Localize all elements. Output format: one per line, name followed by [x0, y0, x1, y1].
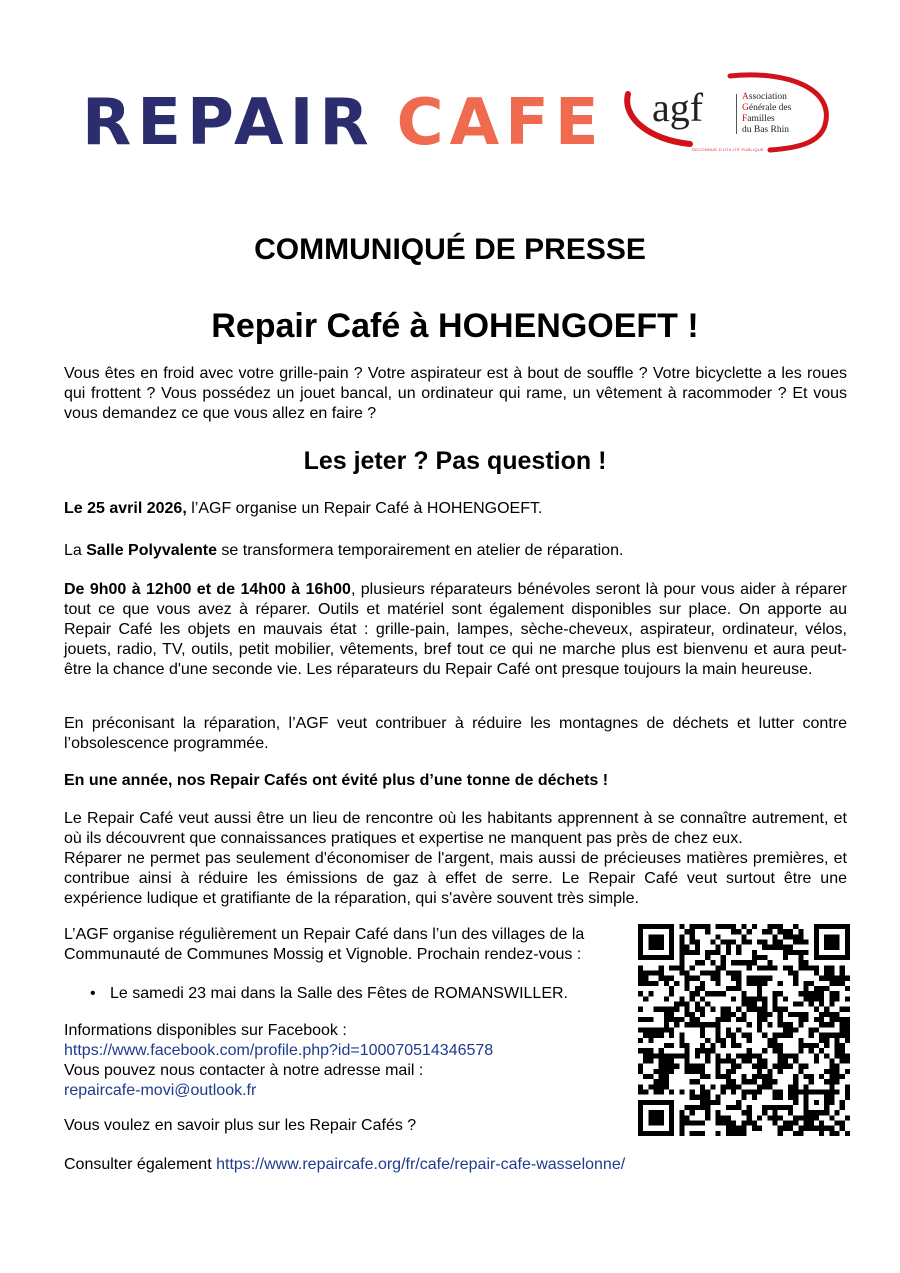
- date-line: Le 25 avril 2026, l’AGF organise un Repair Café à HOHENGOEFT.: [64, 500, 543, 517]
- subheadline: Les jeter ? Pas question !: [303, 447, 607, 475]
- agf-name-line: Générale des: [742, 103, 792, 113]
- agf-name-line: du Bas Rhin: [742, 125, 789, 135]
- more-question: Vous voulez en savoir plus sur les Repair Cafés ?: [64, 1117, 417, 1134]
- list-item: • Le samedi 23 mai dans la Salle des Fêtes de ROMANSWILLER.: [90, 985, 568, 1002]
- mail-label: Vous pouvez nous contacter à notre adresse mail :: [64, 1062, 424, 1079]
- agf-mark: agf: [652, 85, 704, 130]
- logo-word-repair: REPAIR: [82, 86, 375, 160]
- press-release-title: COMMUNIQUÉ DE PRESSE: [254, 233, 646, 266]
- venue-line: La Salle Polyvalente se transformera temporairement en atelier de réparation.: [64, 542, 624, 559]
- headline: Repair Café à HOHENGOEFT !: [211, 307, 699, 345]
- repair-cafe-logo: [82, 86, 605, 160]
- agf-full-name: [742, 92, 791, 136]
- hours-paragraph: De 9h00 à 12h00 et de 14h00 à 16h00, plusieurs réparateurs bénévoles seront là pour vous aider à réparer tout ce que vous avez à réparer. Outils et matériel sont également disponibles sur place. On apporte au Repair Café les objets en mauvais état : grille-pain, lampes, sèche-cheveux, aspirateur, ordinateur, vélos, jouets, radio, TV, outils, petit mobilier, vêtements, bref tout ce qui ne marche plus est bienvenu et aura peut-être la chance d'une seconde vie. Les réparateurs du Repair Café ont presque toujours la main heureuse.: [64, 581, 847, 678]
- bullet-icon: •: [90, 985, 96, 1002]
- intro-paragraph: Vous êtes en froid avec votre grille-pain ? Votre aspirateur est à bout de souffle ? Votre bicyclette a les roues qui frottent ? Vous possédez un jouet bancal, un ordinateur qui rame, un vêtement à racommoder ? Et vous vous demandez ce que vous allez en faire ?: [64, 365, 847, 422]
- repaircafe-link[interactable]: https://www.repaircafe.org/fr/cafe/repair-cafe-wasselonne/: [216, 1156, 626, 1173]
- repair-paragraph: En préconisant la réparation, l’AGF veut contribuer à réduire les montagnes de déchets et lutter contre l’obsolescence programmée.: [64, 715, 847, 752]
- agf-tagline: RECONNUE D'UTILITÉ PUBLIQUE: [692, 147, 764, 152]
- stat-line: En une année, nos Repair Cafés ont évité plus d’une tonne de déchets !: [64, 772, 609, 789]
- agf-logo: [620, 70, 835, 160]
- facebook-link[interactable]: https://www.facebook.com/profile.php?id=100070514346578: [64, 1042, 494, 1059]
- qr-code-icon: [638, 924, 850, 1136]
- consult-line: Consulter également https://www.repaircafe.org/fr/cafe/repair-cafe-wasselonne/: [64, 1156, 626, 1173]
- savings-paragraph: Réparer ne permet pas seulement d'économiser de l'argent, mais aussi de précieuses matières premières, et contribue ainsi à réduire les émissions de gaz à effet de serre. Le Repair Café veut surtout être une expérience ludique et gratifiante de la réparation, qui s'avère souvent très simple.: [64, 850, 847, 907]
- mail-link[interactable]: repaircafe-movi@outlook.fr: [64, 1082, 257, 1099]
- meeting-paragraph: Le Repair Café veut aussi être un lieu de rencontre où les habitants apprennent à se connaître autrement, et où ils découvrent que connaissances pratiques et expertise ne manquent pas près de chez eux.: [64, 810, 847, 847]
- facebook-label: Informations disponibles sur Facebook :: [64, 1022, 347, 1039]
- contact-block: [64, 1021, 493, 1101]
- logo-word-cafe: CAFE: [396, 86, 605, 160]
- agf-name-line: Association: [742, 92, 787, 102]
- regular-paragraph: L’AGF organise régulièrement un Repair Café dans l’un des villages de la Communauté de Communes Mossig et Vignoble. Prochain rendez-vous :: [64, 926, 585, 963]
- agf-divider: [736, 94, 737, 134]
- agf-name-line: Familles: [742, 114, 775, 124]
